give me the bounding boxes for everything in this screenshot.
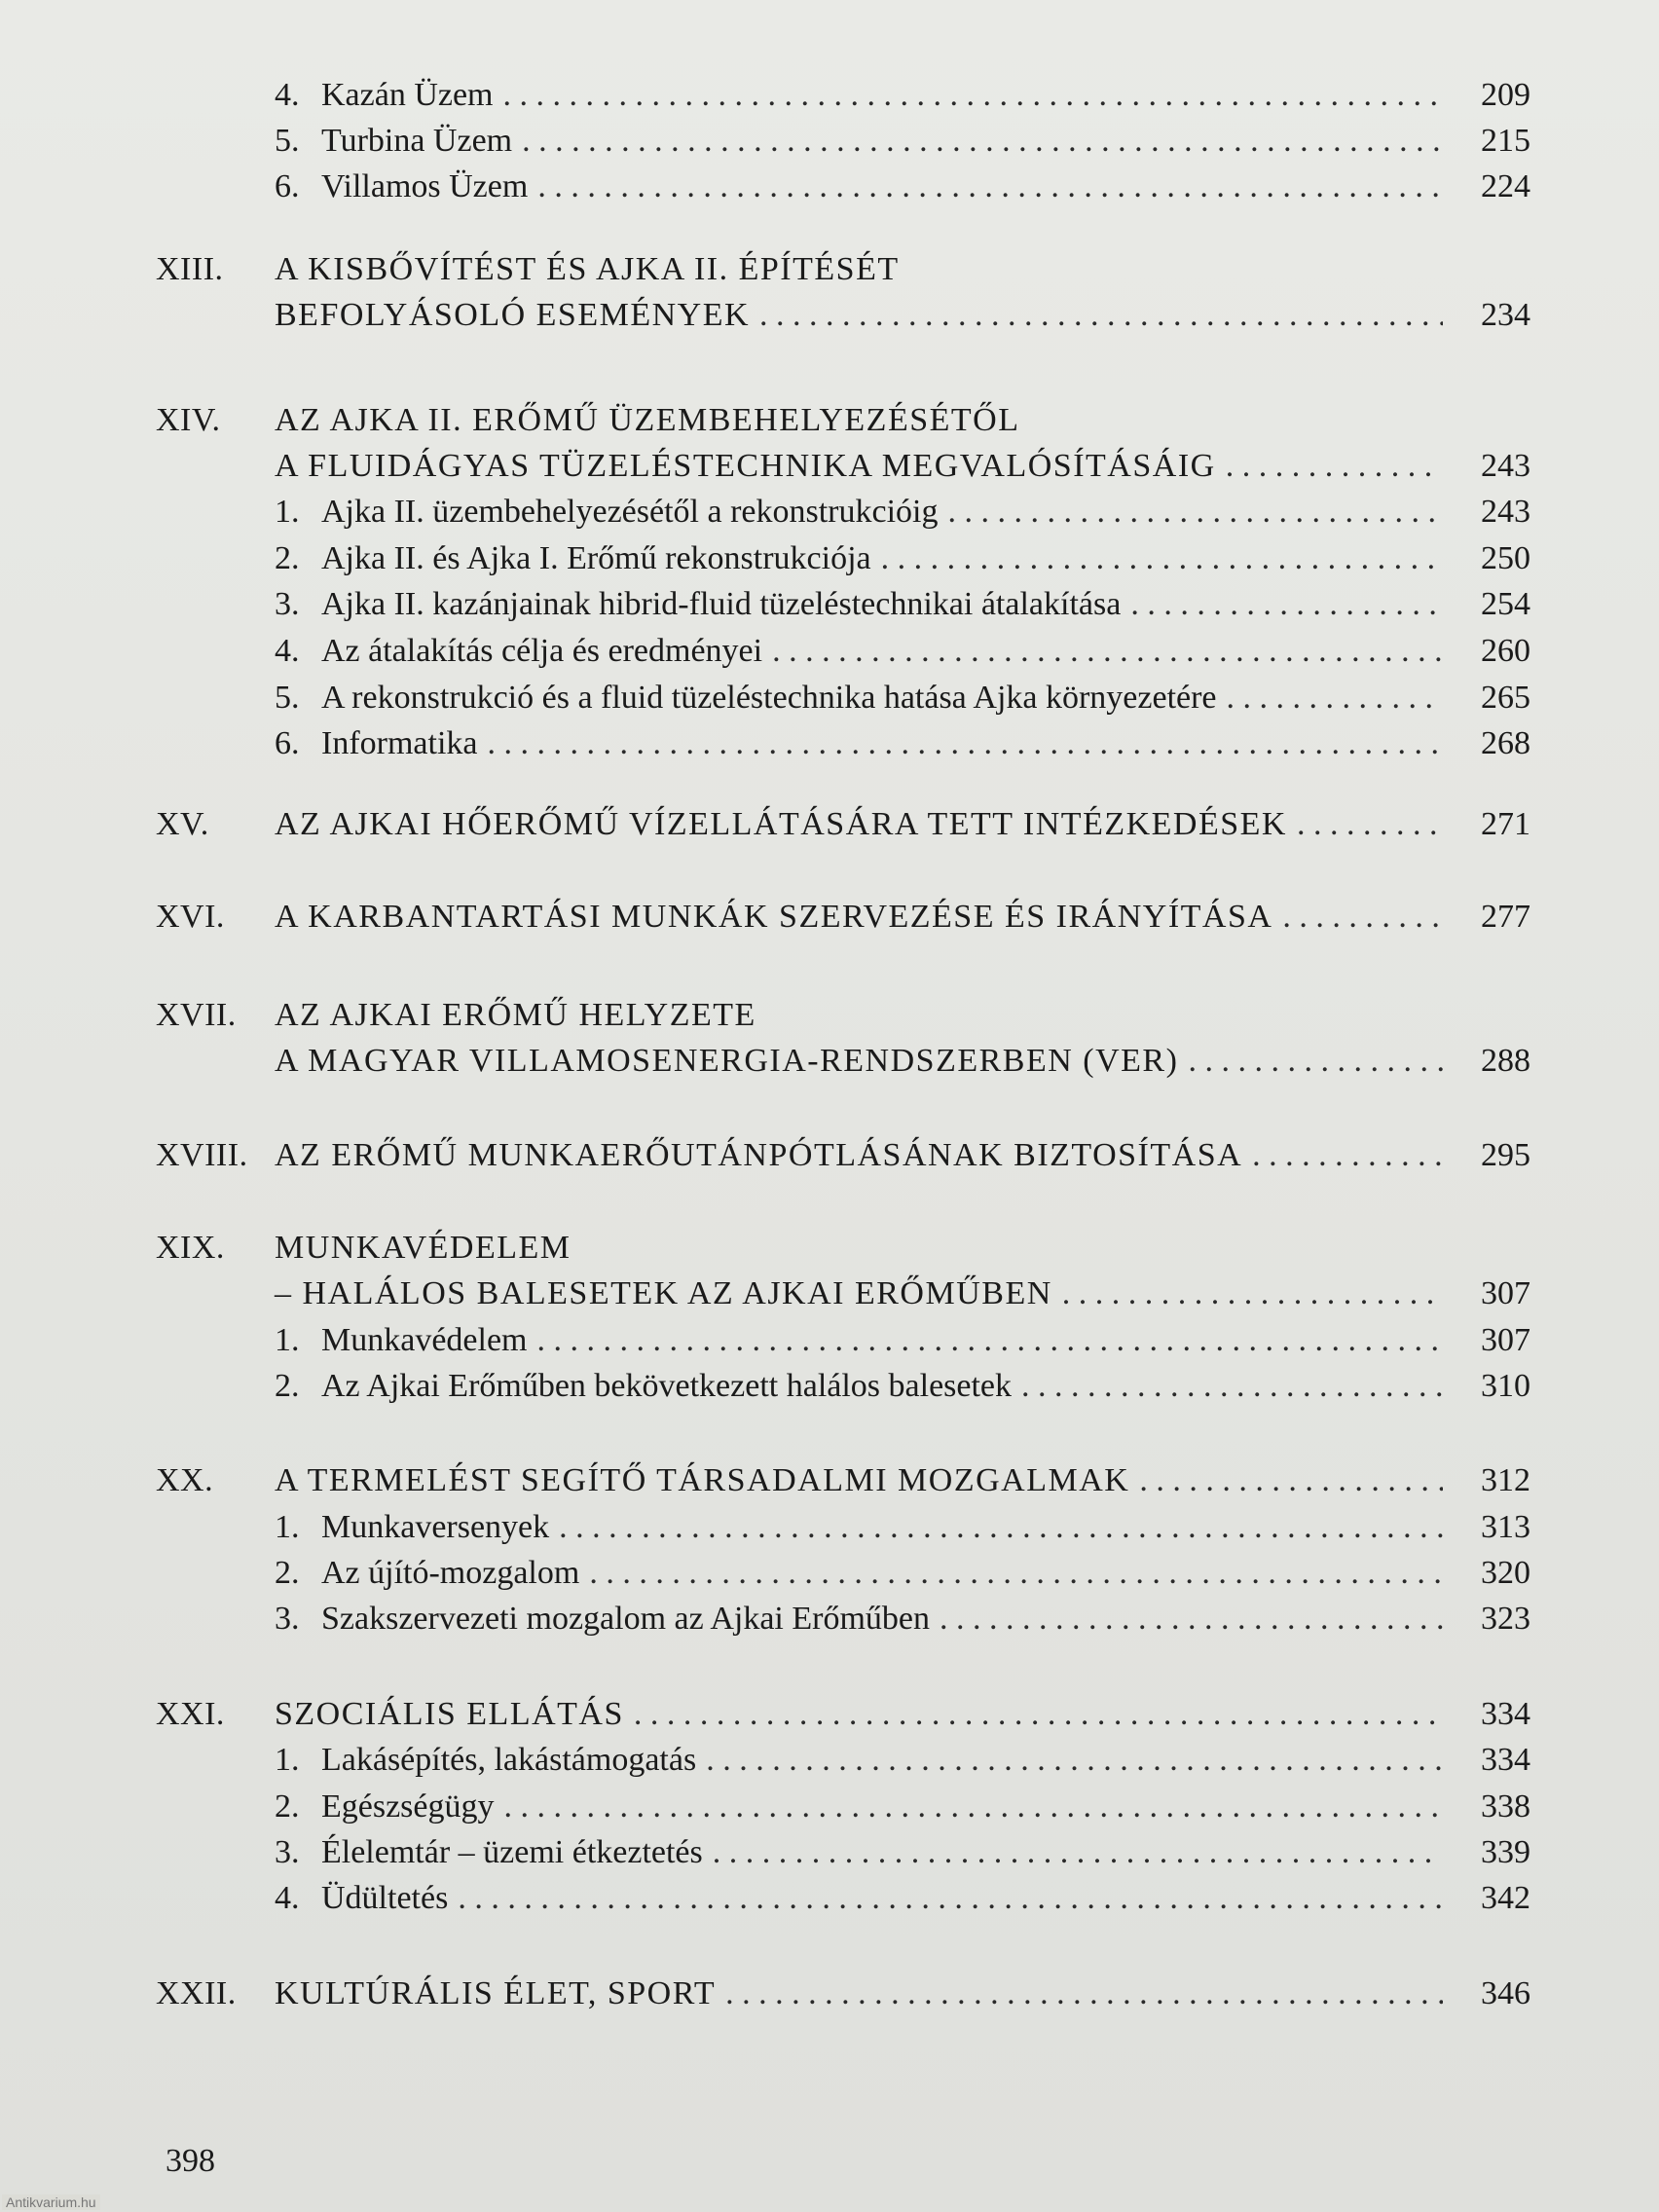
entry-text — [275, 1875, 1443, 1922]
entry-text — [275, 1038, 1443, 1085]
entry-title: Az átalakítás célja és eredményei — [321, 633, 763, 669]
dot-leader — [1297, 801, 1443, 848]
section-number: 1. — [275, 494, 300, 530]
entry-text — [275, 1504, 1443, 1551]
chapter-number: XXII. — [156, 1975, 237, 2011]
entry-text — [275, 443, 1443, 490]
entry-title: BEFOLYÁSOLÓ ESEMÉNYEK — [275, 297, 751, 333]
entry-text — [275, 164, 1443, 210]
toc-chapter — [0, 894, 1659, 940]
toc-subsection — [0, 1875, 1659, 1922]
entry-text — [275, 1363, 1443, 1410]
section-number: 6. — [275, 168, 300, 204]
dot-leader — [706, 1737, 1443, 1784]
page-reference: 271 — [1481, 806, 1530, 842]
entry-text — [275, 675, 1443, 721]
dot-leader — [522, 118, 1443, 165]
chapter-number: XVIII. — [156, 1137, 248, 1173]
dot-leader — [488, 720, 1444, 767]
entry-text — [275, 1596, 1443, 1642]
page-reference: 339 — [1481, 1834, 1530, 1870]
section-number: 4. — [275, 633, 300, 669]
page-reference: 250 — [1481, 540, 1530, 576]
entry-title: Ajka II. üzembehelyezésétől a rekonstrukcióig — [321, 494, 939, 530]
entry-text — [275, 992, 1443, 1039]
entry-title: Ajka II. kazánjainak hibrid-fluid tüzeléstechnikai átalakítása — [321, 586, 1122, 622]
dot-leader — [1021, 1363, 1443, 1410]
page-reference: 288 — [1481, 1043, 1530, 1079]
dot-leader — [1226, 443, 1443, 490]
entry-text — [275, 1971, 1443, 2017]
page-reference: 323 — [1481, 1601, 1530, 1637]
entry-title: Egészségügy — [321, 1788, 495, 1825]
entry-text — [275, 535, 1443, 582]
entry-title: Munkavédelem — [321, 1322, 528, 1358]
chapter-number: XIX. — [156, 1230, 225, 1266]
section-number: 4. — [275, 77, 300, 113]
toc-subsection — [0, 118, 1659, 165]
dot-leader — [503, 72, 1443, 119]
dot-leader — [1130, 581, 1443, 628]
dot-leader — [713, 1829, 1443, 1876]
page-reference: 295 — [1481, 1137, 1530, 1173]
page-reference: 342 — [1481, 1880, 1530, 1916]
section-number: 2. — [275, 1555, 300, 1591]
dot-leader — [1062, 1271, 1443, 1317]
entry-title: Ajka II. és Ajka I. Erőmű rekonstrukciója — [321, 540, 871, 576]
entry-text — [275, 1550, 1443, 1597]
page-reference: 320 — [1481, 1555, 1530, 1591]
page-reference: 268 — [1481, 725, 1530, 761]
entry-text — [275, 1132, 1443, 1179]
entry-title: AZ AJKAI HŐERŐMŰ VÍZELLÁTÁSÁRA TETT INTÉZKEDÉSEK — [275, 806, 1287, 842]
entry-text — [275, 1784, 1443, 1830]
page-reference: 234 — [1481, 297, 1530, 333]
toc-subsection — [0, 675, 1659, 721]
dot-leader — [725, 1971, 1443, 2017]
section-number: 1. — [275, 1322, 300, 1358]
page-reference: 209 — [1481, 77, 1530, 113]
entry-title: Üdültetés — [321, 1880, 449, 1916]
entry-title: KULTÚRÁLIS ÉLET, SPORT — [275, 1975, 717, 2011]
chapter-number: XVII. — [156, 997, 237, 1033]
page-reference: 310 — [1481, 1368, 1530, 1404]
entry-title: A TERMELÉST SEGÍTŐ TÁRSADALMI MOZGALMAK — [275, 1462, 1130, 1498]
toc-chapter — [0, 801, 1659, 848]
entry-text — [275, 628, 1443, 675]
entry-title: Az Ajkai Erőműben bekövetkezett halálos balesetek — [321, 1368, 1013, 1404]
toc-chapter-continued — [0, 443, 1659, 490]
entry-text — [275, 1737, 1443, 1784]
entry-text — [275, 397, 1443, 444]
section-number: 1. — [275, 1509, 300, 1545]
section-number: 3. — [275, 1601, 300, 1637]
page-reference: 265 — [1481, 680, 1530, 716]
page-reference: 313 — [1481, 1509, 1530, 1545]
toc-subsection — [0, 1784, 1659, 1830]
section-number: 6. — [275, 725, 300, 761]
watermark: Antikvarium.hu — [2, 2194, 100, 2210]
dot-leader — [1227, 675, 1443, 721]
entry-title: MUNKAVÉDELEM — [275, 1230, 571, 1266]
entry-title: Szakszervezeti mozgalom az Ajkai Erőműben — [321, 1601, 930, 1637]
section-number: 1. — [275, 1742, 300, 1778]
page-reference: 338 — [1481, 1788, 1530, 1825]
dot-leader — [759, 292, 1443, 339]
entry-text — [275, 118, 1443, 165]
entry-title: Informatika — [321, 725, 478, 761]
toc-subsection — [0, 72, 1659, 119]
page-reference: 334 — [1481, 1696, 1530, 1732]
toc-subsection — [0, 720, 1659, 767]
entry-title: A KISBŐVÍTÉST ÉS AJKA II. ÉPÍTÉSÉT — [275, 251, 900, 287]
entry-title: Turbina Üzem — [321, 123, 513, 159]
section-number: 2. — [275, 540, 300, 576]
entry-title: Az újító-mozgalom — [321, 1555, 580, 1591]
toc-chapter — [0, 1225, 1659, 1272]
entry-title: AZ AJKA II. ERŐMŰ ÜZEMBEHELYEZÉSÉTŐL — [275, 402, 1020, 438]
toc-subsection — [0, 535, 1659, 582]
toc-subsection — [0, 1829, 1659, 1876]
page-reference: 307 — [1481, 1322, 1530, 1358]
dot-leader — [1139, 1457, 1443, 1504]
chapter-number: XVI. — [156, 899, 225, 935]
toc-chapter — [0, 397, 1659, 444]
entry-title: A MAGYAR VILLAMOSENERGIA-RENDSZERBEN (VER) — [275, 1043, 1179, 1079]
entry-title: A KARBANTARTÁSI MUNKÁK SZERVEZÉSE ÉS IRÁNYÍTÁSA — [275, 899, 1273, 935]
entry-text — [275, 1691, 1443, 1738]
dot-leader — [634, 1691, 1443, 1738]
toc-chapter — [0, 1971, 1659, 2017]
toc-chapter — [0, 1457, 1659, 1504]
page-reference: 254 — [1481, 586, 1530, 622]
page-number: 398 — [166, 2143, 215, 2179]
dot-leader — [504, 1784, 1443, 1830]
toc-subsection — [0, 628, 1659, 675]
entry-text — [275, 1271, 1443, 1317]
section-number: 3. — [275, 586, 300, 622]
toc-subsection — [0, 1317, 1659, 1364]
page-reference: 346 — [1481, 1975, 1530, 2011]
page-reference: 215 — [1481, 123, 1530, 159]
entry-text — [275, 801, 1443, 848]
entry-text — [275, 292, 1443, 339]
page-reference: 334 — [1481, 1742, 1530, 1778]
section-number: 3. — [275, 1834, 300, 1870]
toc-subsection — [0, 1363, 1659, 1410]
toc-subsection — [0, 489, 1659, 535]
toc-subsection — [0, 1550, 1659, 1597]
entry-title: A rekonstrukció és a fluid tüzeléstechnika hatása Ajka környezetére — [321, 680, 1217, 716]
chapter-number: XV. — [156, 806, 209, 842]
dot-leader — [1188, 1038, 1443, 1085]
dot-leader — [1282, 894, 1443, 940]
page-reference: 243 — [1481, 494, 1530, 530]
page-reference: 260 — [1481, 633, 1530, 669]
entry-text — [275, 489, 1443, 535]
toc-subsection — [0, 1737, 1659, 1784]
toc-chapter — [0, 992, 1659, 1039]
dot-leader — [458, 1875, 1443, 1922]
chapter-number: XIV. — [156, 402, 221, 438]
toc-subsection — [0, 581, 1659, 628]
entry-title: Élelemtár – üzemi étkeztetés — [321, 1834, 703, 1870]
entry-title: Villamos Üzem — [321, 168, 529, 204]
dot-leader — [947, 489, 1443, 535]
dot-leader — [537, 164, 1443, 210]
entry-title: AZ AJKAI ERŐMŰ HELYZETE — [275, 997, 756, 1033]
dot-leader — [881, 535, 1443, 582]
section-number: 5. — [275, 680, 300, 716]
entry-text — [275, 581, 1443, 628]
dot-leader — [1252, 1132, 1443, 1179]
page-reference: 277 — [1481, 899, 1530, 935]
toc-chapter — [0, 1691, 1659, 1738]
toc-chapter-continued — [0, 1038, 1659, 1085]
section-number: 2. — [275, 1788, 300, 1825]
section-number: 5. — [275, 123, 300, 159]
chapter-number: XX. — [156, 1462, 214, 1498]
toc-chapter — [0, 1132, 1659, 1179]
entry-text — [275, 1457, 1443, 1504]
dot-leader — [772, 628, 1443, 675]
dot-leader — [537, 1317, 1444, 1364]
page-reference: 307 — [1481, 1275, 1530, 1311]
entry-title: Kazán Üzem — [321, 77, 494, 113]
page-reference: 243 — [1481, 448, 1530, 484]
entry-text — [275, 1225, 1443, 1272]
toc-subsection — [0, 1504, 1659, 1551]
toc-chapter-continued — [0, 1271, 1659, 1317]
entry-title: SZOCIÁLIS ELLÁTÁS — [275, 1696, 624, 1732]
chapter-number: XIII. — [156, 251, 224, 287]
dot-leader — [940, 1596, 1443, 1642]
entry-title: AZ ERŐMŰ MUNKAERŐUTÁNPÓTLÁSÁNAK BIZTOSÍTÁSA — [275, 1137, 1243, 1173]
entry-title: Lakásépítés, lakástámogatás — [321, 1742, 697, 1778]
entry-title: Munkaversenyek — [321, 1509, 550, 1545]
entry-title: – HALÁLOS BALESETEK AZ AJKAI ERŐMŰBEN — [275, 1275, 1052, 1311]
entry-text — [275, 1829, 1443, 1876]
entry-text — [275, 246, 1443, 293]
toc-subsection — [0, 1596, 1659, 1642]
toc-chapter — [0, 246, 1659, 293]
section-number: 4. — [275, 1880, 300, 1916]
dot-leader — [559, 1504, 1443, 1551]
page-reference: 312 — [1481, 1462, 1530, 1498]
page-reference: 224 — [1481, 168, 1530, 204]
toc-subsection — [0, 164, 1659, 210]
entry-text — [275, 894, 1443, 940]
entry-text — [275, 72, 1443, 119]
dot-leader — [589, 1550, 1443, 1597]
chapter-number: XXI. — [156, 1696, 225, 1732]
section-number: 2. — [275, 1368, 300, 1404]
toc-chapter-continued — [0, 292, 1659, 339]
entry-text — [275, 1317, 1443, 1364]
entry-title: A FLUIDÁGYAS TÜZELÉSTECHNIKA MEGVALÓSÍTÁSÁIG — [275, 448, 1216, 484]
entry-text — [275, 720, 1443, 767]
